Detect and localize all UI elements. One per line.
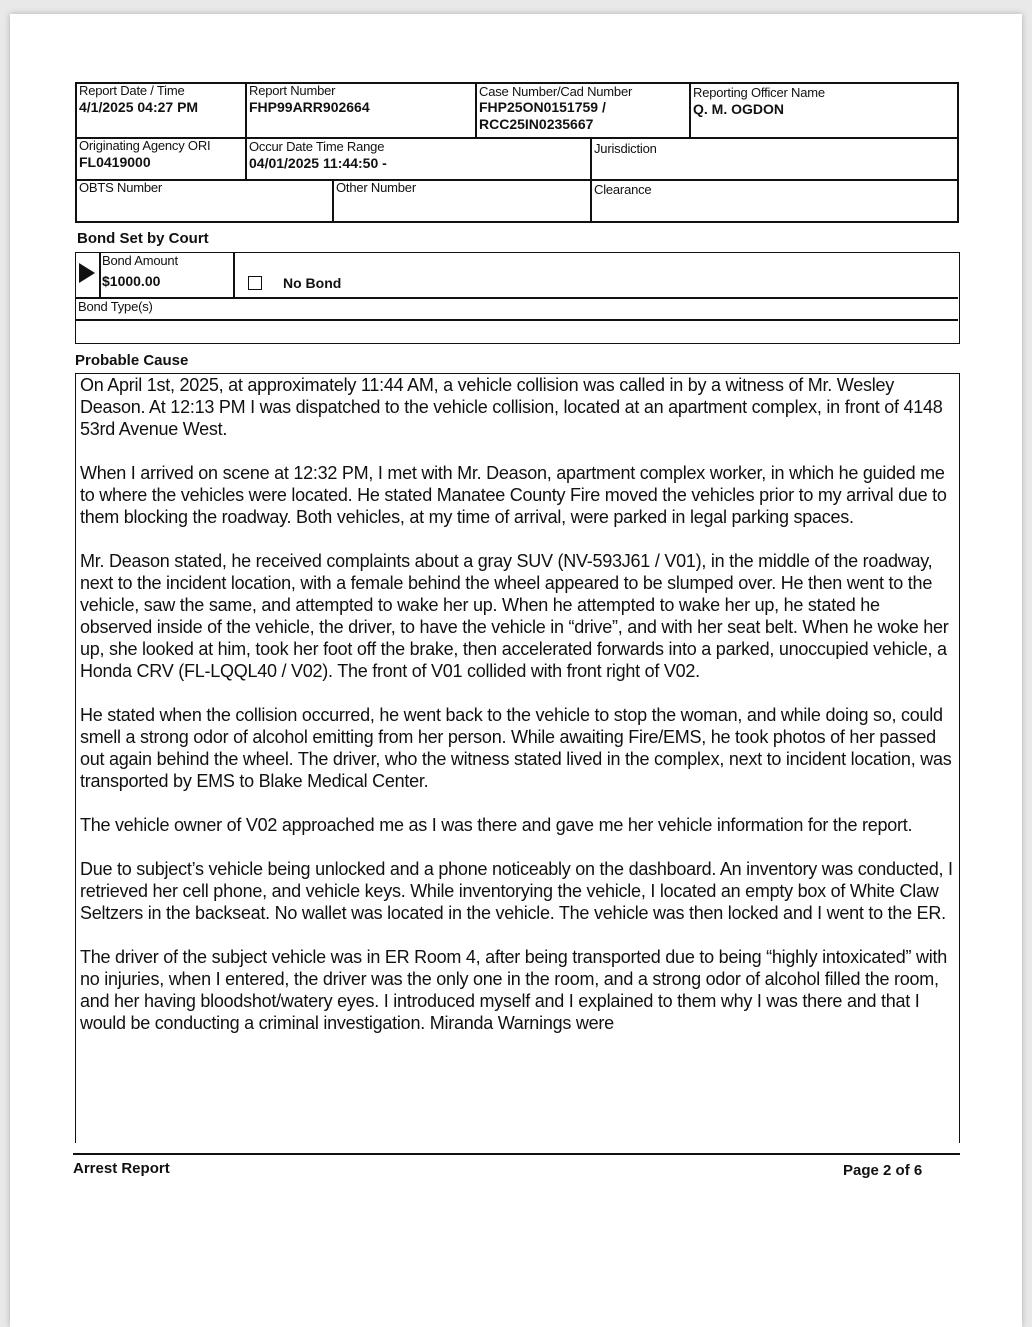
officer-value: Q. M. OGDON	[693, 101, 784, 117]
probable-cause-box	[75, 373, 960, 1143]
case-number-line1: FHP25ON0151759 /	[479, 99, 606, 115]
bond-amount-value: $1000.00	[102, 273, 161, 289]
no-bond-label: No Bond	[283, 275, 342, 291]
bond-box	[75, 252, 960, 344]
ori-value: FL0419000	[79, 154, 151, 170]
bond-amount-label: Bond Amount	[102, 253, 178, 268]
other-number-label: Other Number	[336, 180, 416, 195]
case-number-line2: RCC25IN0235667	[479, 116, 594, 132]
other-number-cell	[336, 181, 416, 195]
clearance-label: Clearance	[594, 182, 652, 197]
footer-divider	[73, 1153, 960, 1155]
bond-amount-cell	[102, 254, 178, 290]
occur-label: Occur Date Time Range	[249, 139, 385, 154]
report-number-label: Report Number	[249, 83, 336, 98]
probable-cause-title: Probable Cause	[75, 352, 189, 369]
jurisdiction-cell	[594, 142, 657, 156]
case-number-label: Case Number/Cad Number	[479, 84, 633, 99]
officer-label: Reporting Officer Name	[693, 85, 825, 100]
ori-cell	[79, 139, 210, 171]
obts-label: OBTS Number	[79, 180, 163, 195]
occur-cell	[249, 140, 387, 172]
report-number-cell	[249, 84, 370, 116]
jurisdiction-label: Jurisdiction	[594, 141, 657, 156]
ori-label: Originating Agency ORI	[79, 138, 211, 153]
occur-value: 04/01/2025 11:44:50 -	[249, 155, 387, 171]
pc-paragraph: The driver of the subject vehicle was in ER Room 4, after being transported due to being “highly intoxicated” with no injuries, when I entered, the driver was the only one in the room, and a strong odor of alcohol filled the room, and her having bloodshot/watery eyes. I introduced myself and I explained to them why I was there and that I would be conducting a criminal investigation. Miranda Warnings were	[80, 947, 947, 1033]
pc-paragraph: The vehicle owner of V02 approached me as I was there and gave me her vehicle information for the report.	[80, 815, 913, 835]
report-date-cell	[79, 84, 198, 116]
pc-paragraph: He stated when the collision occurred, he went back to the vehicle to stop the woman, and while doing so, could smell a strong odor of alcohol emitting from her person. While awaiting Fire/EMS, he took photos of her passed out again behind the wheel. The driver, who the witness stated lived in the complex, next to incident location, was transported by EMS to Blake Medical Center.	[80, 705, 952, 791]
case-number-cell	[479, 85, 632, 133]
no-bond-checkbox[interactable]	[248, 276, 262, 290]
bond-type-label: Bond Type(s)	[78, 299, 153, 314]
officer-cell	[693, 86, 825, 118]
obts-cell	[79, 181, 162, 195]
pc-paragraph: Due to subject’s vehicle being unlocked and a phone noticeably on the dashboard. An inventory was conducted, I retrieved her cell phone, and vehicle keys. While inventorying the vehicle, I located an empty box of White Claw Seltzers in the backseat. No wallet was located in the vehicle. The vehicle was then locked and I went to the ER.	[80, 859, 953, 923]
footer-title: Arrest Report	[73, 1160, 170, 1177]
report-header-table	[75, 82, 959, 223]
pc-paragraph: When I arrived on scene at 12:32 PM, I met with Mr. Deason, apartment complex worker, in which he guided me to where the vehicles were located. He stated Manatee County Fire moved the vehicles prior to my arrival due to them blocking the roadway. Both vehicles, at my time of arrival, were parked in legal parking spaces.	[80, 463, 947, 527]
clearance-cell	[594, 183, 651, 197]
bond-section-title: Bond Set by Court	[77, 230, 209, 247]
pointer-arrow-icon	[79, 263, 95, 283]
report-date-value: 4/1/2025 04:27 PM	[79, 99, 199, 115]
pc-paragraph: Mr. Deason stated, he received complaints about a gray SUV (NV-593J61 / V01), in the middle of the roadway, next to the incident location, with a female behind the wheel appeared to be slumped over. He then went to the vehicle, saw the same, and attempted to wake her up. When he attempted to wake her up, he stated he observed inside of the vehicle, the driver, to have the vehicle in “drive”, and with her seat belt. When he woke her up, she looked at him, took her foot off the brake, then accelerated forwards into a parked, unoccupied vehicle, a Honda CRV (FL-LQQL40 / V02). The front of V01 collided with front right of V02.	[80, 551, 949, 681]
page-number: Page 2 of 6	[843, 1162, 923, 1179]
document-page	[10, 14, 1022, 1327]
report-number-value: FHP99ARR902664	[249, 99, 370, 115]
report-date-label: Report Date / Time	[79, 83, 185, 98]
pc-paragraph: On April 1st, 2025, at approximately 11:44 AM, a vehicle collision was called in by a witness of Mr. Wesley Deason. At 12:13 PM I was dispatched to the vehicle collision, located at an apartment complex, in front of 4148 53rd Avenue West.	[80, 375, 943, 439]
